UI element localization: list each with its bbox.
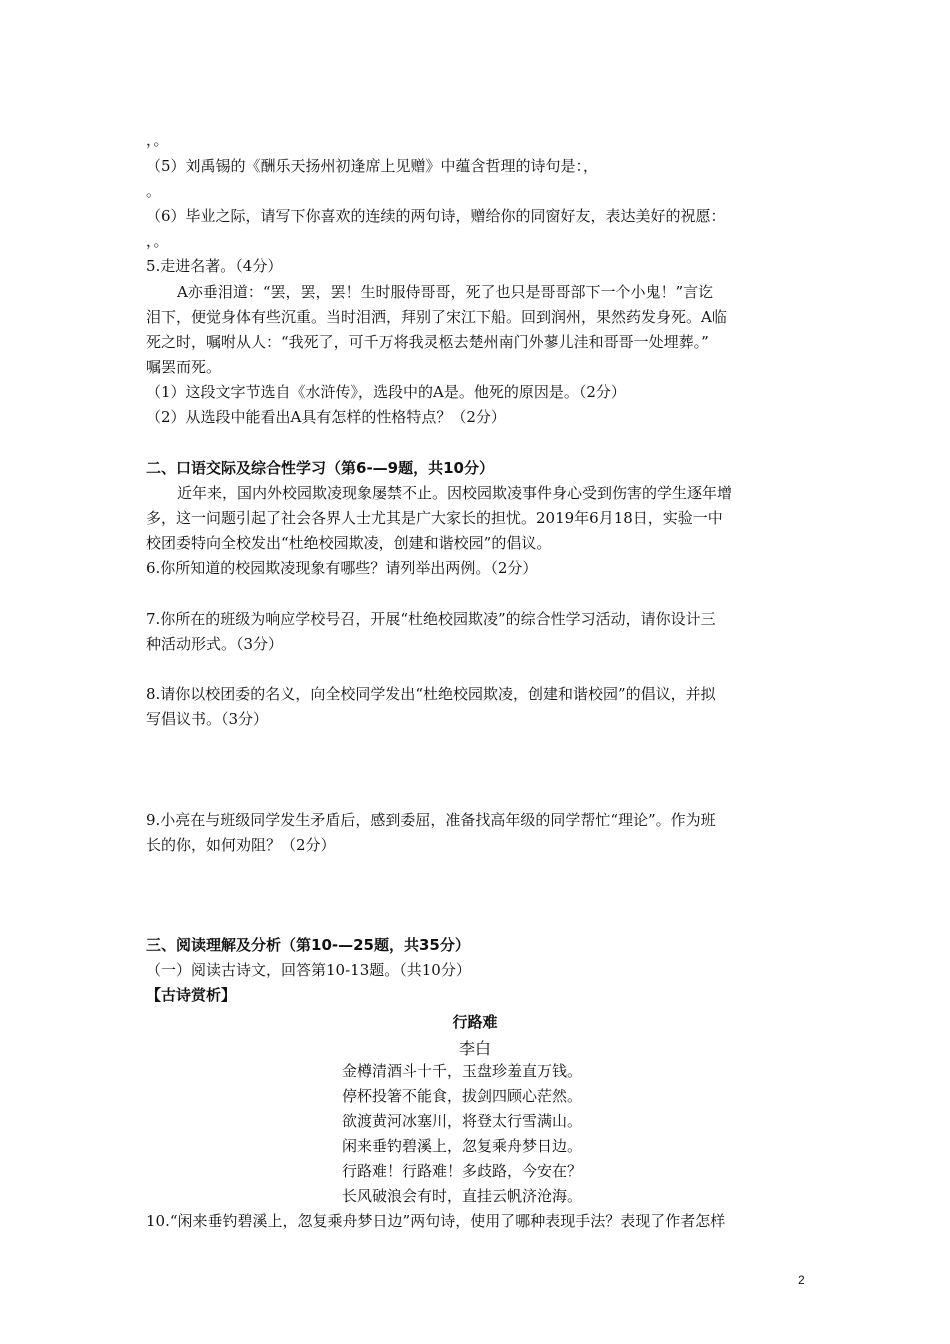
poem-line: 金樽清酒斗十千，玉盘珍羞直万钱。 xyxy=(342,1062,583,1080)
question-7-cont: 种活动形式。（3分） xyxy=(146,635,284,653)
passage-line: 近年来，国内外校园欺凌现象屡禁不止。因校园欺凌事件身心受到伤害的学生逐年增 xyxy=(177,484,733,502)
question-9: 9.小亮在与班级同学发生矛盾后，感到委屈，准备找高年级的同学帮忙“理论”。作为班 xyxy=(146,811,716,829)
question-5-sub6: （6）毕业之际，请写下你喜欢的连续的两句诗，赠给你的同窗好友，表达美好的祝愿： xyxy=(146,207,726,225)
section-2-heading: 二、口语交际及综合性学习（第6-—9题，共10分） xyxy=(146,459,494,477)
passage-line: 泪下，便觉身体有些沉重。当时泪洒，拜别了宋江下船。回到润州，果然药发身死。A临 xyxy=(146,308,727,326)
text-line: ，。 xyxy=(146,131,169,149)
poem-section-label: 【古诗赏析】 xyxy=(146,986,237,1004)
question-10: 10.“闲来垂钓碧溪上，忽复乘舟梦日边”两句诗，使用了哪种表现手法？表现了作者怎样 xyxy=(146,1212,726,1230)
question-6: 6.你所知道的校园欺凌现象有哪些？请列举出两例。（2分） xyxy=(146,559,538,577)
text-line: 。 xyxy=(146,182,162,200)
question-5-sub5: （5）刘禹锡的《酬乐天扬州初逢席上见赠》中蕴含哲理的诗句是：， xyxy=(146,157,599,175)
question-5-heading: 5.走进名著。（4分） xyxy=(146,257,283,275)
poem-line: 行路难！行路难！多歧路，今安在？ xyxy=(342,1162,583,1180)
passage-line: 死之时，嘱咐从人：“我死了，可千万将我灵柩去楚州南门外蓼儿洼和哥哥一处埋葬。” xyxy=(146,333,709,351)
question-9-cont: 长的你，如何劝阻？（2分） xyxy=(146,836,336,854)
passage-line: A亦垂泪道：“罢，罢，罢！生时服侍哥哥，死了也只是哥哥部下一个小鬼！”言讫 xyxy=(177,283,714,301)
poem-author: 李白 xyxy=(458,1039,491,1058)
question-5-part2: （2）从选段中能看出A具有怎样的性格特点？（2分） xyxy=(146,408,506,426)
passage-line: 嘱罢而死。 xyxy=(146,358,222,376)
question-5-part1: （1）这段文字节选自《水浒传》，选段中的A是。他死的原因是。（2分） xyxy=(146,383,626,401)
passage-line: 多，这一问题引起了社会各界人士尤其是广大家长的担忧。2019年6月18日，实验一中 xyxy=(146,509,723,527)
passage-line: 校团委特向全校发出“杜绝校园欺凌，创建和谐校园”的倡议。 xyxy=(146,534,552,552)
reading-instructions: （一）阅读古诗文，回答第10-13题。（共10分） xyxy=(146,961,471,979)
page-number: 2 xyxy=(798,1273,805,1287)
question-8: 8.请你以校团委的名义，向全校同学发出“杜绝校园欺凌，创建和谐校园”的倡议，并拟 xyxy=(146,685,716,703)
question-7: 7.你所在的班级为响应学校号召，开展“杜绝校园欺凌”的综合性学习活动，请你设计三 xyxy=(146,610,716,628)
text-line: ，。 xyxy=(146,232,169,250)
poem-line: 欲渡黄河冰塞川，将登太行雪满山。 xyxy=(342,1112,583,1130)
poem-line: 长风破浪会有时，直挂云帆济沧海。 xyxy=(342,1187,583,1205)
poem-title: 行路难 xyxy=(452,1013,498,1031)
poem-line: 停杯投箸不能食，拔剑四顾心茫然。 xyxy=(342,1087,583,1105)
poem-line: 闲来垂钓碧溪上，忽复乘舟梦日边。 xyxy=(342,1137,583,1155)
section-3-heading: 三、阅读理解及分析（第10-—25题，共35分） xyxy=(146,936,470,954)
question-8-cont: 写倡议书。（3分） xyxy=(146,710,269,728)
